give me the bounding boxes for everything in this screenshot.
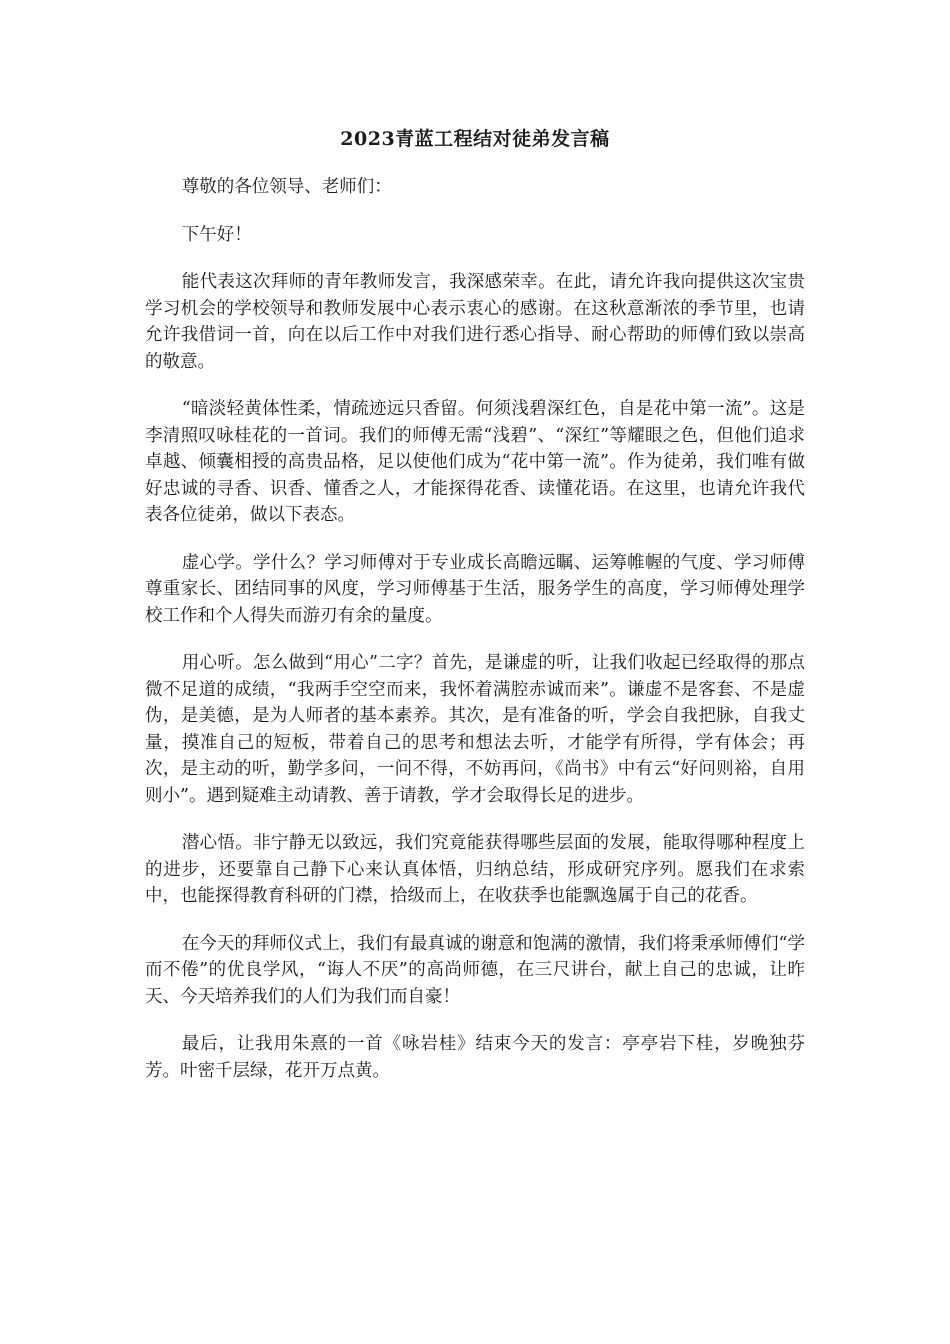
- paragraph-opening: 能代表这次拜师的青年教师发言，我深感荣幸。在此，请允许我向提供这次宝贵学习机会的学校领导和教师发展中心表示衷心的感谢。在这秋意渐浓的季节里，也请允许我借词一首，向在以后工作中对我们进行悉心指导、耐心帮助的师傅们致以崇高的敬意。: [145, 272, 805, 372]
- paragraph-poem-osmanthus: “暗淡轻黄体性柔，情疏迹远只香留。何须浅碧深红色，自是花中第一流”。这是李清照叹咏桂花的一首词。我们的师傅无需“浅碧”、“深红”等耀眼之色，但他们追求卓越、倾囊相授的高贵品格，足以使他们成为“花中第一流”。作为徒弟，我们唯有做好忠诚的寻香、识香、懂香之人，才能探得花香、读懂花语。在这里，也请允许我代表各位徒弟，做以下表态。: [145, 399, 805, 525]
- paragraph-humble-learning: 虚心学。学什么？学习师傅对于专业成长高瞻远瞩、运筹帷幄的气度、学习师傅尊重家长、团结同事的风度，学习师傅基于生活，服务学生的高度，学习师傅处理学校工作和个人得失而游刃有余的量度。: [145, 552, 805, 626]
- paragraph-closing-poem: 最后，让我用朱熹的一首《咏岩桂》结束今天的发言：亭亭岩下桂，岁晚独芬芳。叶密千层绿，花开万点黄。: [145, 1034, 805, 1081]
- paragraph-salutation: 尊敬的各位领导、老师们：: [181, 177, 392, 197]
- paragraph-deep-reflection: 潜心悟。非宁静无以致远，我们究竟能获得哪些层面的发展，能取得哪种程度上的进步，还要靠自己静下心来认真体悟，归纳总结，形成研究序列。愿我们在求索中，也能探得教育科研的门襟，拾级而上，在收获季也能飘逸属于自己的花香。: [145, 833, 805, 906]
- document-title: 2023青蓝工程结对徒弟发言稿: [340, 128, 610, 150]
- paragraph-ceremony: 在今天的拜师仪式上，我们有最真诚的谢意和饱满的激情，我们将秉承师傅们“学而不倦”的优良学风，“诲人不厌”的高尚师德，在三尺讲台，献上自己的忠诚，让昨天、今天培养我们的人们为我们而自豪！: [145, 933, 805, 1007]
- document-page: [145, 124, 805, 1105]
- paragraph-greeting: 下午好！: [181, 224, 252, 245]
- paragraph-attentive-listening: 用心听。怎么做到“用心”二字？首先，是谦虚的听，让我们收起已经取得的那点微不足道的成绩，“我两手空空而来，我怀着满腔赤诚而来”。谦虚不是客套、不是虚伪，是美德，是为人师者的基本素养。其次，是有准备的听，学会自我把脉，自我丈量，摸准自己的短板，带着自己的思考和想法去听，才能学有所得，学有体会；再次，是主动的听，勤学多问，一问不得，不妨再问，《尚书》中有云“好问则裕，自用则小”。遇到疑难主动请教、善于请教，学才会取得长足的进步。: [145, 653, 805, 806]
